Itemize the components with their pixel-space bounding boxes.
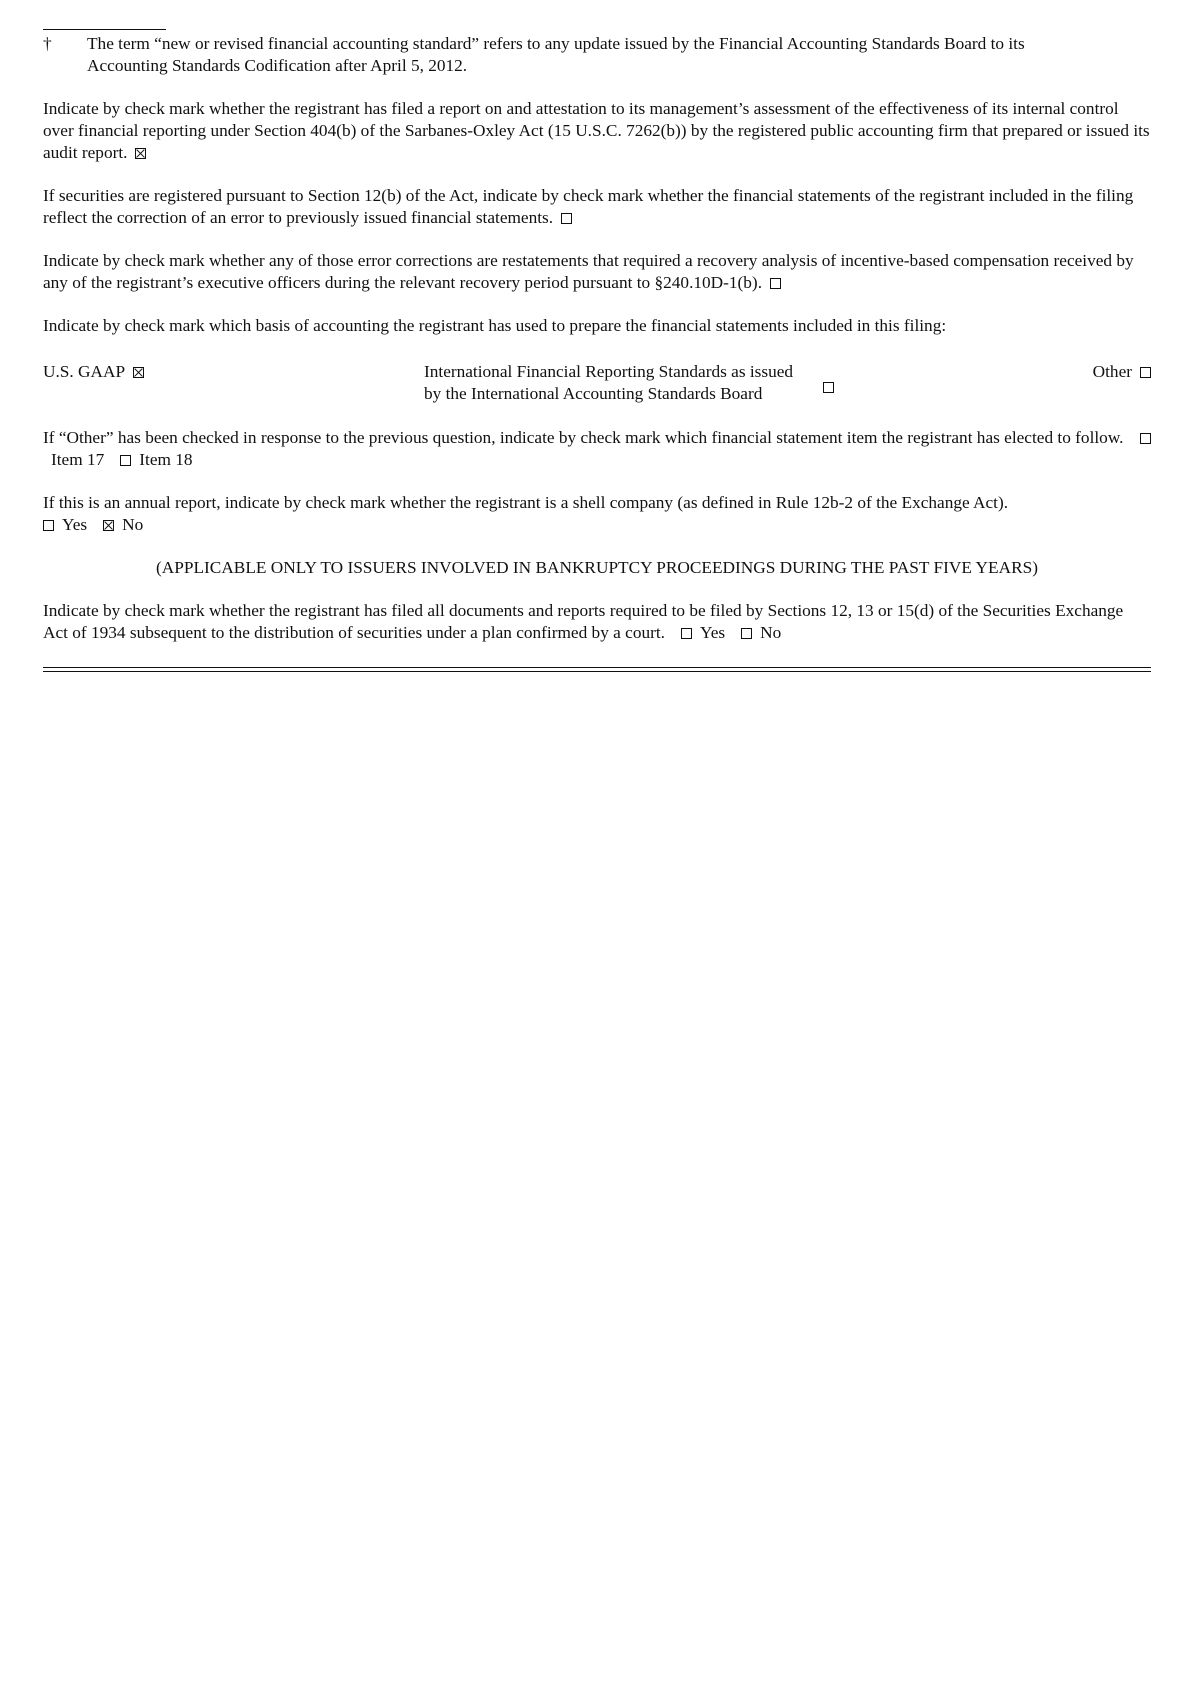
checkbox-item18[interactable] (120, 455, 131, 466)
dagger-marker: † (43, 34, 52, 53)
option-us-gaap (43, 361, 144, 383)
checkbox-recovery[interactable] (770, 278, 781, 289)
question-12b-text: If securities are registered pursuant to Section 12(b) of the Act, indicate by check mark whether the financial statements of the registrant included in the filing reflect the correction of an error to previously issued financial statements. (43, 186, 1134, 227)
question-recovery (43, 250, 1151, 294)
question-404b (43, 98, 1151, 164)
question-404b-text: Indicate by check mark whether the registrant has filed a report on and attestation to its management’s assessment of the effectiveness of its internal control over financial reporting under Section 404(b) of the Sarbanes-Oxley Act (15 U.S.C. 7262(b)) by the registered public accounting firm that prepared or issued its audit report. (43, 99, 1150, 162)
checkbox-us-gaap-checked[interactable] (133, 367, 144, 378)
ifrs-label-line2: by the International Accounting Standards Board (424, 384, 763, 403)
option-other (1093, 361, 1151, 383)
checkbox-404b-checked[interactable] (135, 148, 146, 159)
checkbox-shell-yes[interactable] (43, 520, 54, 531)
checkbox-shell-no-checked[interactable] (103, 520, 114, 531)
end-of-cover-double-rule (43, 667, 1151, 672)
checkbox-ifrs[interactable] (823, 382, 834, 393)
basis-options-row (43, 361, 1151, 405)
bankruptcy-yes-label: Yes (699, 623, 726, 642)
question-bankruptcy-text: Indicate by check mark whether the registrant has filed all documents and reports required to be filed by Sections 12, 13 or 15(d) of the Securities Exchange Act of 1934 subsequent to the distribution of securities under a plan confirmed by a court. (43, 601, 1124, 642)
footnote-text-line1: The term “new or revised financial accounting standard” refers to any update issued by the Financial Accounting Standards Board to its (87, 34, 1025, 53)
question-basis-text: Indicate by check mark which basis of accounting the registrant has used to prepare the financial statements included in this filing: (43, 316, 947, 335)
checkbox-item17[interactable] (1140, 433, 1151, 444)
checkbox-bankruptcy-no[interactable] (741, 628, 752, 639)
question-bankruptcy (43, 600, 1151, 644)
us-gaap-label: U.S. GAAP (43, 362, 126, 381)
question-other-item (43, 427, 1151, 471)
question-other-item-text: If “Other” has been checked in response to the previous question, indicate by check mark which financial statement item the registrant has elected to follow. (43, 428, 1124, 447)
question-shell-text: If this is an annual report, indicate by check mark whether the registrant is a shell company (as defined in Rule 12b-2 of the Exchange Act). (43, 493, 1009, 512)
other-label: Other (1092, 362, 1132, 381)
question-shell (43, 492, 1151, 536)
item18-label: Item 18 (139, 450, 193, 469)
item17-label: Item 17 (51, 450, 105, 469)
checkbox-other[interactable] (1140, 367, 1151, 378)
ifrs-label-line1: International Financial Reporting Standards as issued (424, 362, 794, 381)
option-ifrs (424, 361, 844, 405)
bankruptcy-heading: (APPLICABLE ONLY TO ISSUERS INVOLVED IN BANKRUPTCY PROCEEDINGS DURING THE PAST FIVE YEARS) (156, 558, 1038, 577)
question-basis (43, 315, 1151, 337)
checkbox-bankruptcy-yes[interactable] (681, 628, 692, 639)
question-recovery-text: Indicate by check mark whether any of those error corrections are restatements that required a recovery analysis of incentive-based compensation received by any of the registrant’s executive officers during the relevant recovery period pursuant to §240.10D-1(b). (43, 251, 1134, 292)
bankruptcy-no-label: No (760, 623, 782, 642)
footnote-text (87, 33, 1087, 77)
shell-no-label: No (122, 515, 144, 534)
footnote-text-line2: Accounting Standards Codification after April 5, 2012. (87, 56, 468, 75)
question-12b (43, 185, 1151, 229)
shell-yes-label: Yes (62, 515, 88, 534)
footnote-separator-line (43, 29, 166, 30)
checkbox-12b[interactable] (561, 213, 572, 224)
